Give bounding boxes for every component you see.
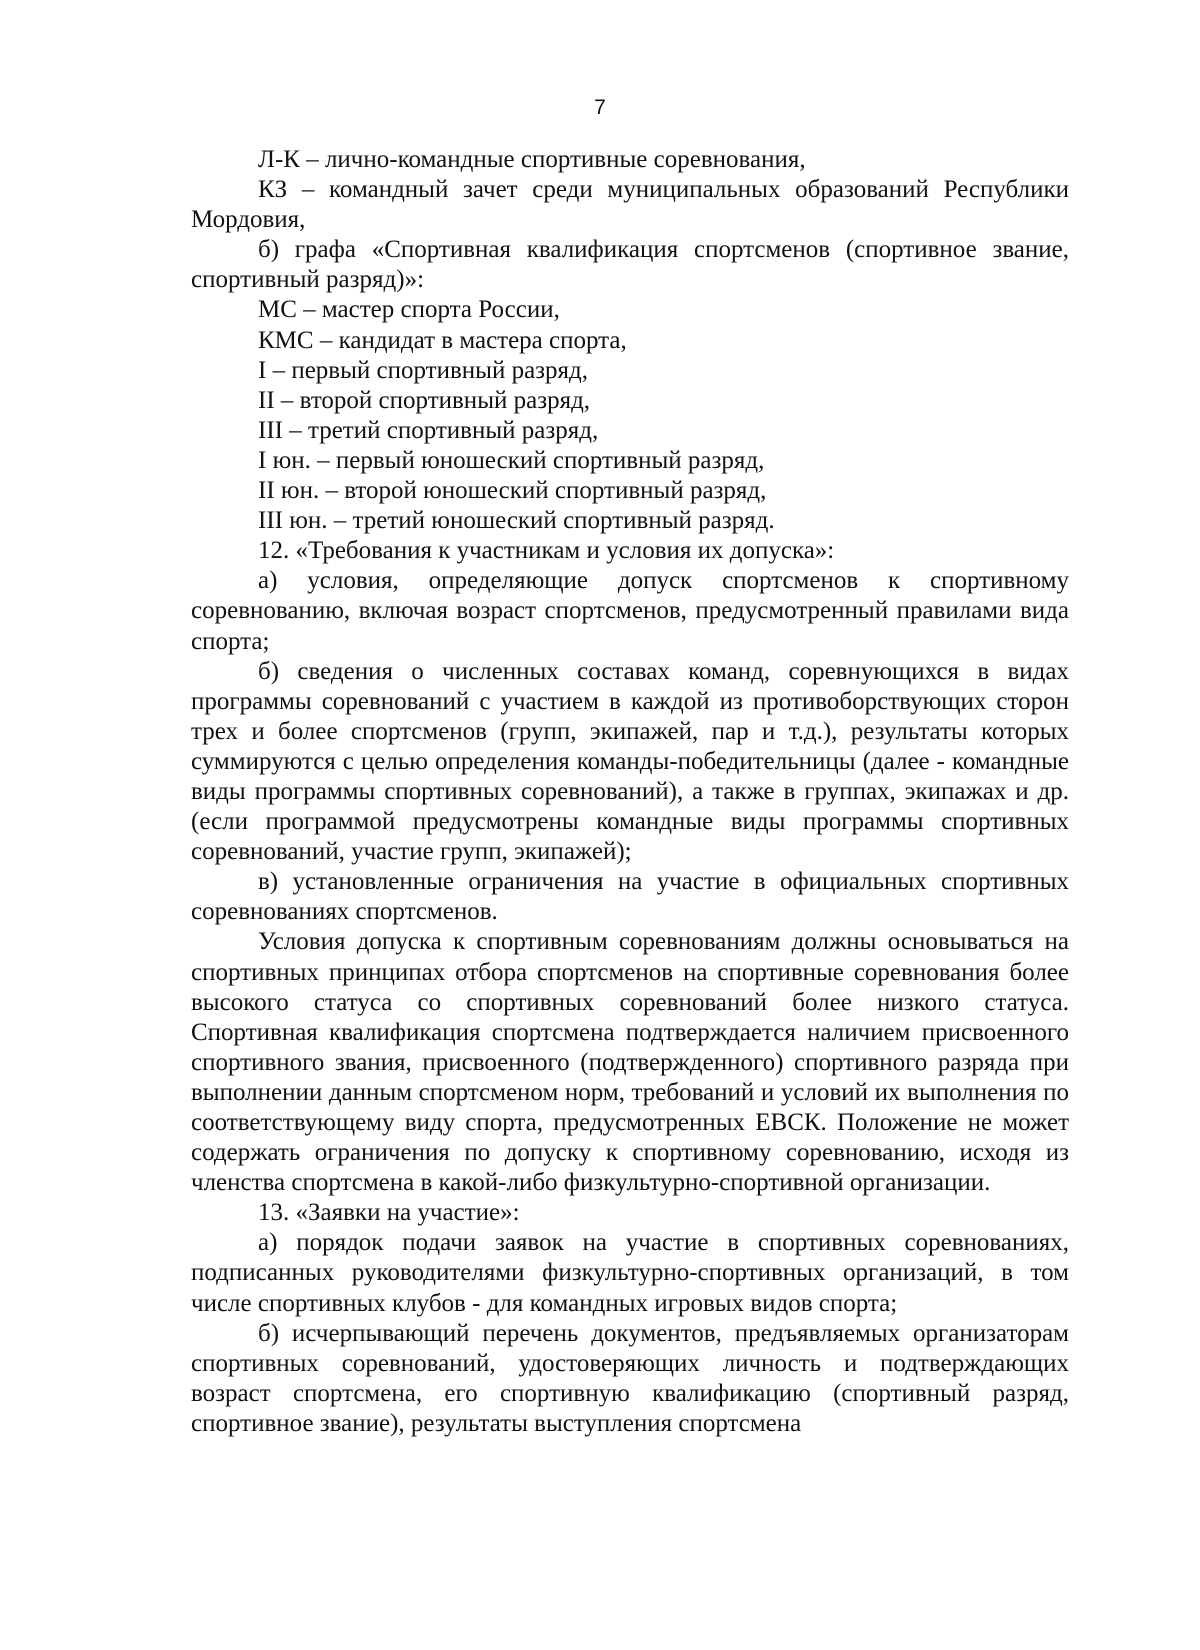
body-text [191, 145, 1069, 1439]
list-item: III юн. – третий юношеский спортивный разряд. [258, 507, 775, 535]
list-item: II – второй спортивный разряд, [258, 386, 591, 414]
list-item: КМС – кандидат в мастера спорта, [258, 326, 627, 354]
paragraph: б) сведения о численных составах команд, соревнующихся в видах программы соревнований с участием в каждой из противоборствующих сторон трех и более спортсменов (групп, экипажей, пар и т.д.), результаты которых суммируются с целью определения команды-победительницы (далее - командные виды программы спортивных соревнований), а также в группах, экипажах и др. (если программой предусмотрены командные виды программы спортивных соревнований, участие групп, экипажей); [191, 657, 1069, 866]
paragraph: Условия допуска к спортивным соревнованиям должны основываться на спортивных принципах отбора спортсменов на спортивные соревнования более высокого статуса со спортивных соревнований более низкого статуса. Спортивная квалификация спортсмена подтверждается наличием присвоенного спортивного звания, присвоенного (подтвержденного) спортивного разряда при выполнении данным спортсменом норм, требований и условий их выполнения по соответствующему виду спорта, предусмотренных ЕВСК. Положение не может содержать ограничения по допуску к спортивному соревнованию, исходя из членства спортсмена в какой-либо физкультурно-спортивной организации. [191, 928, 1069, 1197]
paragraph: КЗ – командный зачет среди муниципальных образований Республики Мордовия, [191, 176, 1069, 234]
section-heading: 12. «Требования к участникам и условия их допуска»: [258, 537, 835, 565]
list-item: I – первый спортивный разряд, [258, 356, 589, 384]
paragraph: а) условия, определяющие допуск спортсменов к спортивному соревнованию, включая возраст спортсменов, предусмотренный правилами вида спорта; [191, 567, 1069, 655]
paragraph: в) установленные ограничения на участие в официальных спортивных соревнованиях спортсменов. [191, 868, 1069, 926]
list-item: II юн. – второй юношеский спортивный разряд, [258, 477, 767, 505]
list-item: МС – мастер спорта России, [258, 296, 560, 324]
list-item: I юн. – первый юношеский спортивный разряд, [258, 446, 765, 474]
section-heading: 13. «Заявки на участие»: [258, 1199, 520, 1227]
paragraph: а) порядок подачи заявок на участие в спортивных соревнованиях, подписанных руководителями физкультурно-спортивных организаций, в том числе спортивных клубов - для командных игровых видов спорта; [191, 1229, 1069, 1317]
page-number: 7 [594, 96, 606, 119]
list-item: III – третий спортивный разряд, [258, 416, 599, 444]
paragraph: б) графа «Спортивная квалификация спортсменов (спортивное звание, спортивный разряд)»: [191, 236, 1069, 294]
paragraph: Л-К – лично-командные спортивные соревнования, [258, 146, 806, 173]
paragraph: б) исчерпывающий перечень документов, предъявляемых организаторам спортивных соревнований, удостоверяющих личность и подтверждающих возраст спортсмена, его спортивную квалификацию (спортивный разряд, спортивное звание), результаты выступления спортсмена [191, 1319, 1069, 1437]
